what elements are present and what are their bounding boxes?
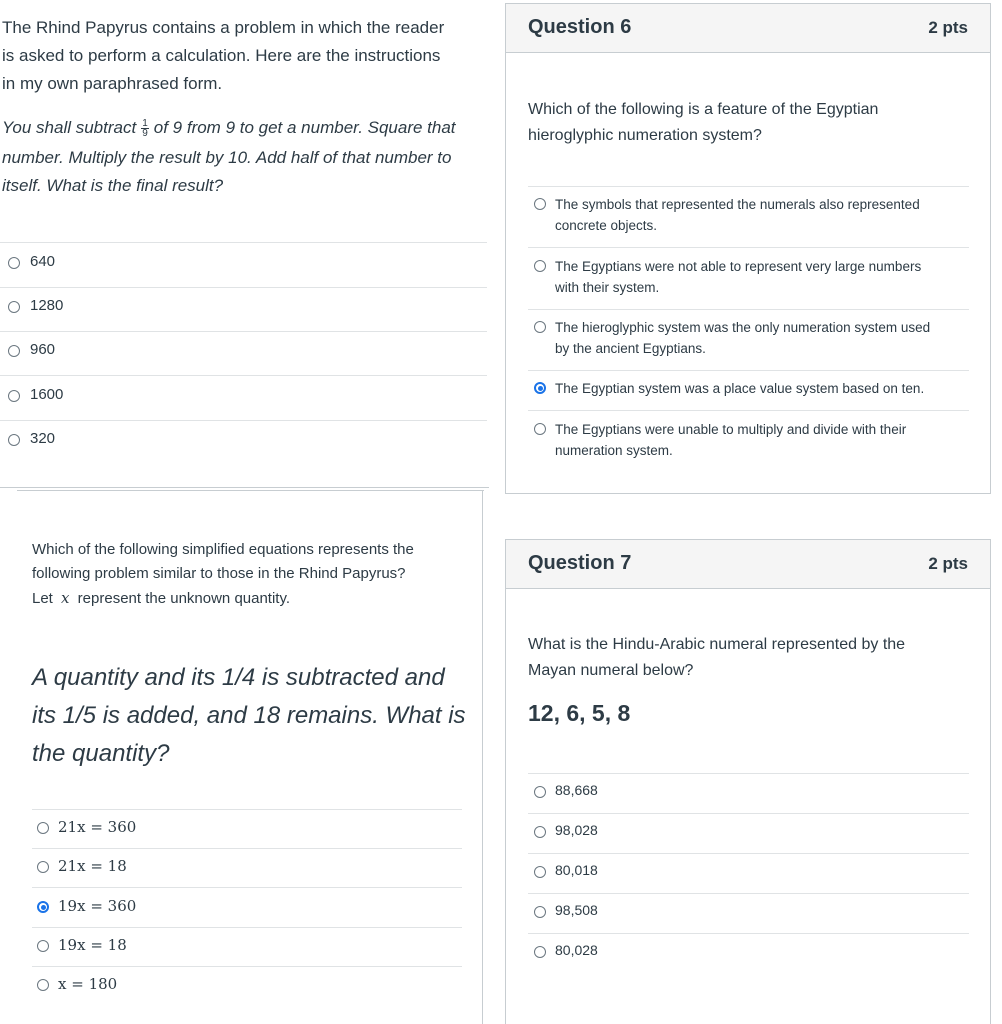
q1-option-320[interactable] [8, 430, 55, 447]
option-label: 320 [30, 430, 56, 447]
radio-button[interactable] [534, 826, 546, 838]
q1-instruction-line-1 [2, 114, 456, 142]
option-text [555, 256, 921, 298]
q1-option-1280[interactable] [8, 297, 63, 314]
q7-option-4[interactable] [534, 902, 598, 918]
option-line: The hieroglyphic system was the only numeration system used [555, 320, 931, 335]
q6-prompt-line-1: Which of the following is a feature of the Egyptian [528, 101, 879, 118]
radio-button[interactable] [534, 946, 546, 958]
q7-option-5[interactable] [534, 942, 598, 958]
option-label: 80,018 [555, 862, 598, 878]
q2-option-5[interactable] [37, 975, 117, 993]
option-label: 1600 [30, 386, 64, 403]
variable-x: x [61, 589, 70, 607]
question-title: Question 7 [528, 552, 632, 574]
q6-option-1[interactable] [534, 194, 920, 236]
q6-prompt-line-2: hieroglyphic numeration system? [528, 127, 762, 144]
q6-option-5[interactable] [534, 419, 906, 461]
option-equation: 21x = 360 [58, 818, 137, 836]
option-line: The Egyptians were unable to multiply and divide with their [555, 422, 907, 437]
radio-button[interactable] [534, 260, 546, 272]
question-6-header [506, 4, 990, 53]
q2-problem-line-1: A quantity and its 1/4 is subtracted and [32, 664, 445, 691]
option-equation: x = 180 [58, 975, 118, 993]
option-line: numeration system. [555, 443, 673, 458]
q2-prompt-line-1: Which of the following simplified equations represents the [32, 541, 414, 558]
q2-option-2[interactable] [37, 857, 127, 875]
radio-button[interactable] [37, 979, 49, 991]
q2-let-line [32, 586, 290, 611]
fraction-one-ninth [141, 119, 149, 138]
question-7-card [505, 539, 991, 1024]
q7-option-1[interactable] [534, 782, 598, 798]
q6-option-3[interactable] [534, 317, 930, 359]
radio-button[interactable] [37, 940, 49, 952]
radio-button[interactable] [534, 321, 546, 333]
q1-instruction-part-2: of 9 from 9 to get a number. Square that [153, 118, 456, 137]
mayan-numeral-values: 12, 6, 5, 8 [528, 700, 631, 726]
radio-button-selected[interactable] [37, 901, 49, 913]
radio-button[interactable] [37, 861, 49, 873]
question-points: 2 pts [928, 554, 968, 573]
option-label: 1280 [30, 297, 64, 314]
option-text [555, 419, 906, 461]
q1-intro-line-1: The Rhind Papyrus contains a problem in which the reader [2, 18, 445, 37]
option-label: 98,028 [555, 822, 598, 838]
radio-button[interactable] [8, 434, 20, 446]
radio-button[interactable] [37, 822, 49, 834]
radio-button-selected[interactable] [534, 382, 546, 394]
option-label: 640 [30, 253, 56, 270]
radio-button[interactable] [534, 866, 546, 878]
q1-intro-line-3: in my own paraphrased form. [2, 74, 223, 93]
q2-option-1[interactable] [37, 818, 136, 836]
q1-option-960[interactable] [8, 341, 55, 358]
option-equation: 19x = 18 [58, 936, 127, 954]
option-text: The Egyptian system was a place value system based on ten. [555, 381, 925, 396]
radio-button[interactable] [534, 906, 546, 918]
option-label: 88,668 [555, 782, 598, 798]
let-suffix: represent the unknown quantity. [77, 590, 291, 607]
q6-option-2[interactable] [534, 256, 921, 298]
option-line: with their system. [555, 280, 660, 295]
q2-problem-line-2: its 1/5 is added, and 18 remains. What is [32, 702, 466, 729]
option-equation: 21x = 18 [58, 857, 127, 875]
q1-option-1600[interactable] [8, 386, 63, 403]
option-text [555, 317, 930, 359]
option-text [555, 194, 920, 236]
q1-option-640[interactable] [8, 253, 55, 270]
q7-prompt-line-2: Mayan numeral below? [528, 662, 694, 679]
radio-button[interactable] [534, 786, 546, 798]
radio-button[interactable] [8, 257, 20, 269]
question-title: Question 6 [528, 16, 632, 38]
option-equation: 19x = 360 [58, 897, 137, 915]
option-line: The symbols that represented the numerals also represented [555, 197, 920, 212]
fraction-numerator: 1 [142, 118, 148, 130]
option-line: concrete objects. [555, 218, 658, 233]
radio-button[interactable] [8, 390, 20, 402]
radio-button[interactable] [534, 198, 546, 210]
option-line: by the ancient Egyptians. [555, 341, 706, 356]
radio-button[interactable] [8, 301, 20, 313]
radio-button[interactable] [534, 423, 546, 435]
q7-prompt-line-1: What is the Hindu-Arabic numeral represented by the [528, 636, 906, 653]
q1-intro-line-2: is asked to perform a calculation. Here are the instructions [2, 46, 441, 65]
question-6-card [505, 3, 991, 494]
option-label: 960 [30, 341, 56, 358]
option-line: The Egyptians were not able to represent very large numbers [555, 259, 922, 274]
q2-prompt-line-2: following problem similar to those in the Rhind Papyrus? [32, 565, 406, 582]
q1-instruction-part-1: You shall subtract [2, 118, 137, 137]
q1-instruction-line-2: number. Multiply the result by 10. Add half of that number to [2, 148, 452, 167]
q6-option-4-selected[interactable] [534, 378, 924, 399]
radio-button[interactable] [8, 345, 20, 357]
q1-instruction-line-3: itself. What is the final result? [2, 176, 224, 195]
question-points: 2 pts [928, 18, 968, 37]
question-7-header [506, 540, 990, 589]
option-label: 80,028 [555, 942, 598, 958]
fraction-denominator: 9 [142, 128, 148, 140]
q2-option-3-selected[interactable] [37, 897, 136, 915]
q7-option-3[interactable] [534, 862, 598, 878]
q2-problem-line-3: the quantity? [32, 740, 170, 767]
option-label: 98,508 [555, 902, 598, 918]
let-prefix: Let [32, 590, 53, 607]
q2-option-4[interactable] [37, 936, 127, 954]
q7-option-2[interactable] [534, 822, 598, 838]
